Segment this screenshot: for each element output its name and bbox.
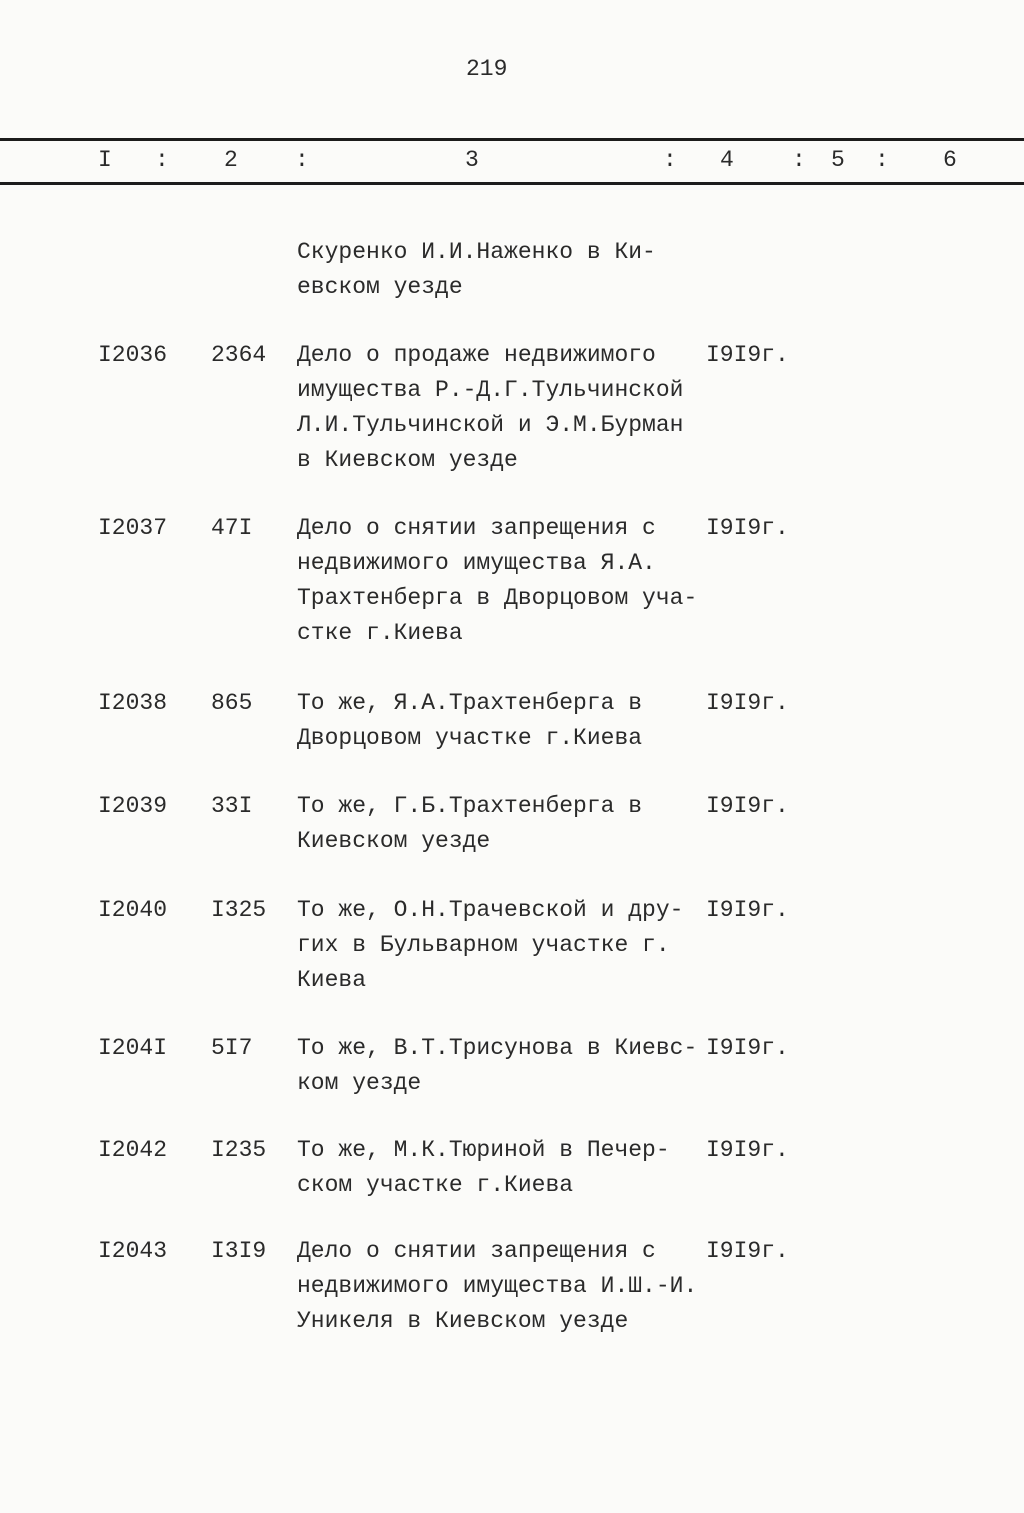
column-header-5: 5 (831, 147, 845, 173)
entry-year: I9I9г. (706, 690, 789, 716)
column-separator: : (663, 147, 677, 173)
column-header-6: 6 (943, 147, 957, 173)
continuation-text: Скуренко И.И.Наженко в Ки- евском уезде (297, 239, 656, 300)
column-separator: : (155, 147, 169, 173)
file-number: 865 (211, 690, 253, 716)
entry-number: I2042 (98, 1137, 168, 1163)
entry-year: I9I9г. (706, 342, 789, 368)
file-number: 47I (211, 515, 253, 541)
entry-description: Дело о снятии запрещения с недвижимого имущества Я.А. Трахтенберга в Дворцовом уча- стке г.Киева (297, 515, 698, 646)
column-separator: : (792, 147, 806, 173)
entry-year: I9I9г. (706, 515, 789, 541)
entry-description: То же, Я.А.Трахтенберга в Дворцовом участке г.Киева (297, 690, 643, 751)
file-number: I3I9 (211, 1238, 267, 1264)
entry-number: I2038 (98, 690, 168, 716)
entry-number: I2037 (98, 515, 168, 541)
entry-description: Дело о продаже недвижимого имущества Р.-Д.Г.Тульчинской Л.И.Тульчинской и Э.М.Бурман в Киевском уезде (297, 342, 684, 473)
entry-year: I9I9г. (706, 897, 789, 923)
entry-year: I9I9г. (706, 1238, 789, 1264)
column-separator: : (875, 147, 889, 173)
file-number: I325 (211, 897, 267, 923)
entry-description: То же, М.К.Тюриной в Печер- ском участке г.Киева (297, 1137, 670, 1198)
entry-number: I2039 (98, 793, 168, 819)
page-number: 219 (466, 56, 508, 82)
file-number: I235 (211, 1137, 267, 1163)
column-header-1: I (98, 147, 112, 173)
entry-number: I2040 (98, 897, 168, 923)
column-header-4: 4 (720, 147, 734, 173)
file-number: 33I (211, 793, 253, 819)
entry-description: Дело о снятии запрещения с недвижимого имущества И.Ш.-И. Уникеля в Киевском уезде (297, 1238, 698, 1334)
entry-description: То же, О.Н.Трачевской и дру- гих в Бульварном участке г. Киева (297, 897, 684, 993)
entry-number: I2043 (98, 1238, 168, 1264)
entry-number: I204I (98, 1035, 168, 1061)
entry-number: I2036 (98, 342, 168, 368)
entry-year: I9I9г. (706, 1137, 789, 1163)
column-header-2: 2 (224, 147, 238, 173)
file-number: 5I7 (211, 1035, 253, 1061)
entry-description: То же, В.Т.Трисунова в Киевс- ком уезде (297, 1035, 698, 1096)
entry-year: I9I9г. (706, 793, 789, 819)
column-header-3: 3 (465, 147, 479, 173)
header-top-rule (0, 138, 1024, 141)
header-bottom-rule (0, 182, 1024, 185)
file-number: 2364 (211, 342, 267, 368)
column-separator: : (295, 147, 309, 173)
entry-description: То же, Г.Б.Трахтенберга в Киевском уезде (297, 793, 643, 854)
entry-year: I9I9г. (706, 1035, 789, 1061)
